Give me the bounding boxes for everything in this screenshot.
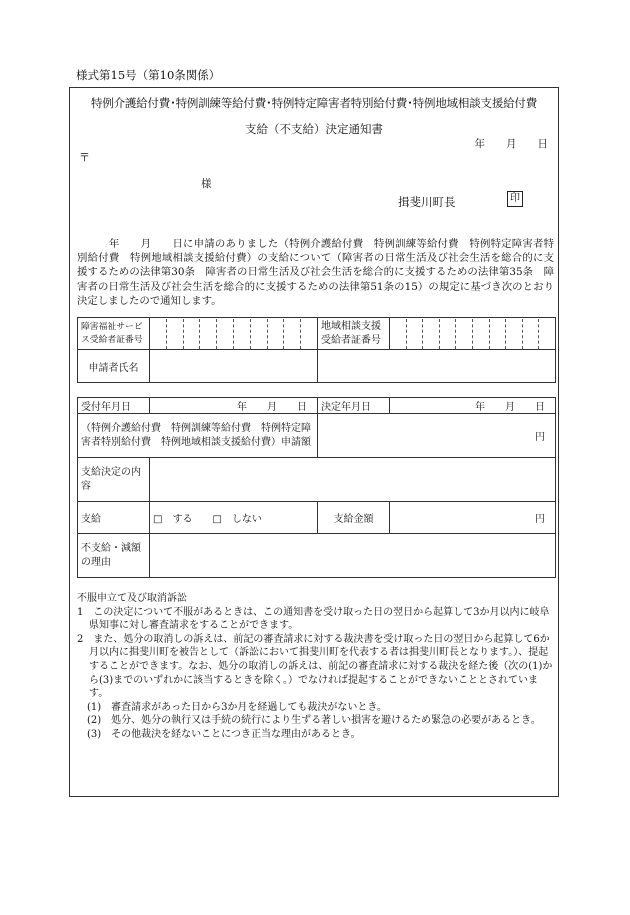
notes-sub-1: (1) 審査請求があった日から3か月を経過しても裁決がないとき。 [87, 701, 388, 713]
title-line-1: 特例介護給付費･特例訓練等給付費･特例特定障害者特別給付費･特例地域相談支援給付費 [90, 96, 538, 110]
content-label: 支給決定の内容 [78, 458, 150, 502]
notes-heading: 不服申立て及び取消訴訟 [77, 593, 187, 604]
appeal-notes [77, 592, 557, 742]
pay-label: 支給 [78, 502, 150, 534]
notice-frame [69, 87, 559, 797]
consult-cert-label: 地域相談支援受給者証番号 [318, 318, 390, 350]
notes-item-1: 1 この決定について不服があるときは、この通知書を受け取った日の翌日から起算して3か月以内に岐阜県知事に対し審査請求をすることができます。 [77, 606, 550, 632]
certificate-table [77, 317, 556, 383]
postal-mark: 〒 [79, 151, 90, 164]
reason-label: 不支給・減額の理由 [78, 534, 150, 578]
pay-amount-label: 支給金額 [318, 502, 390, 534]
applicant-label: 申請者氏名 [78, 350, 150, 383]
pay-amount[interactable]: 円 [390, 502, 556, 534]
requested-amount[interactable]: 円 [318, 414, 556, 458]
received-label: 受付年月日 [78, 398, 150, 414]
decision-table [77, 397, 556, 578]
consult-cert-number[interactable] [390, 318, 556, 350]
notice-body: 年 月 日に申請のありました（特例介護給付費 特例訓練等給付費 特例特定障害者特別給付費 特例地域相談支援給付費）の支給について（障害者の日常生活及び社会生活を総合的に支援するための法律第30条 障害者の日常生活及び社会生活を総合的に支援するための法律第35条 障害者の日常生活及び社会生活を総合的に支援するための法律第51条の15）の規定に基づき次のとおり決定しましたので通知します。 [77, 238, 554, 307]
service-cert-label: 障害福祉サービス受給者証番号 [78, 318, 150, 350]
notes-item-2: 2 また、処分の取消しの訴えは、前記の審査請求に対する裁決書を受け取った日の翌日から起算して6か月以内に揖斐川町を被告として（訴訟において揖斐川町を代表する者は揖斐川町長となります。）、提起することができます。なお、処分の取消しの訴えは、前記の審査請求に対する裁決を経た後（次の(1)から(3)までのいずれかに該当するときを除く。）でなければ提起することができないこととされています。 [77, 633, 553, 700]
received-date[interactable]: 年 月 日 [150, 398, 318, 414]
decision-content[interactable] [150, 458, 556, 502]
applicant-blank [318, 350, 556, 383]
issue-date: 年 月 日 [474, 138, 548, 150]
service-cert-number[interactable] [150, 318, 318, 350]
pay-options[interactable]: □ する □ しない [150, 502, 318, 534]
decided-date[interactable]: 年 月 日 [390, 398, 556, 414]
issuer-name: 揖斐川町長 [398, 195, 456, 209]
applicant-name[interactable] [150, 350, 318, 383]
decided-label: 決定年月日 [318, 398, 390, 414]
notes-sub-2: (2) 処分、処分の執行又は手続の続行により生ずる著しい損害を避けるため緊急の必要があるとき。 [87, 715, 541, 727]
seal-box: 印 [507, 191, 523, 207]
amount-label: （特例介護給付費 特例訓練等給付費 特例特定障害者特別給付費 特例地域相談支援給付費）申請額 [78, 414, 318, 458]
recipient-suffix: 様 [201, 178, 212, 190]
title-line-2: 支給（不支給）決定通知書 [245, 122, 383, 136]
notes-sub-3: (3) その他裁決を経ないことにつき正当な理由があるとき。 [87, 728, 361, 740]
form-number: 様式第15号（第10条関係） [76, 68, 221, 82]
reason-content[interactable] [150, 534, 556, 578]
